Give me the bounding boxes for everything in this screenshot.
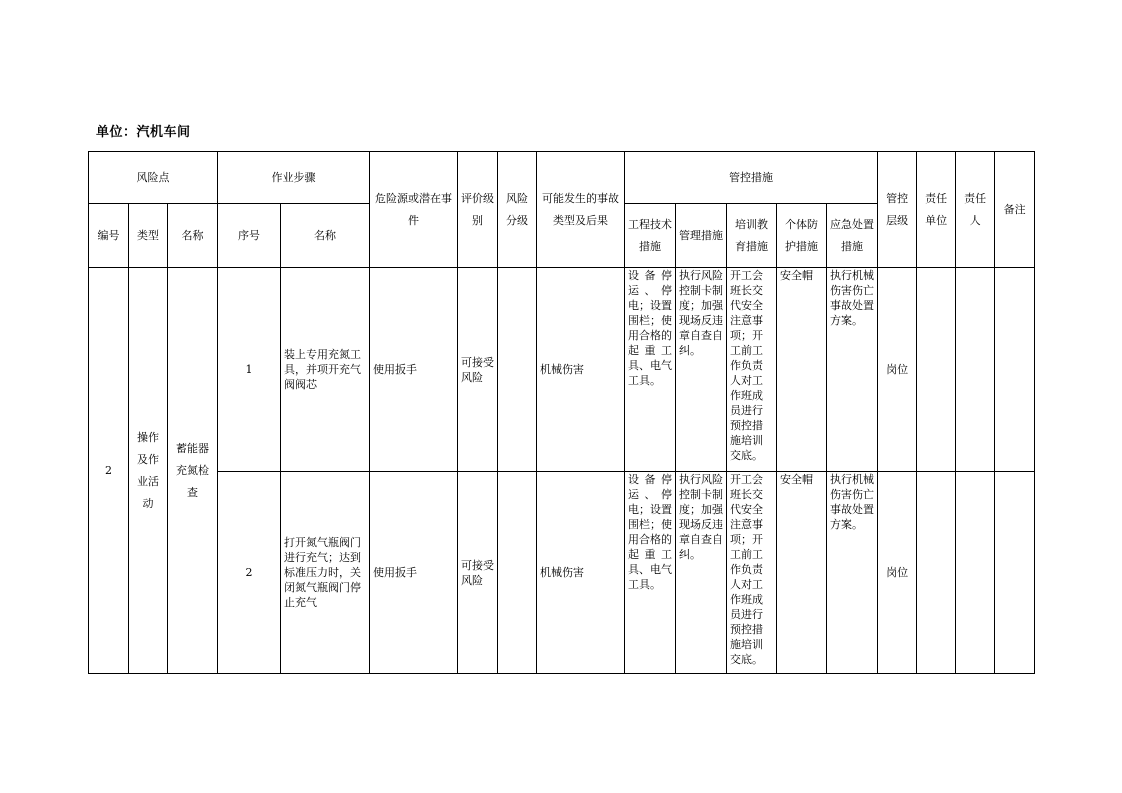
row-training: 开工会班长交代安全注意事项；开工前工作负责人对工作班成员进行预控措施培训交底。 — [727, 472, 777, 674]
group-type: 操作及作业活动 — [129, 268, 168, 674]
header-hazard: 危险源或潜在事件 — [370, 152, 458, 268]
header-row-1 — [89, 152, 1035, 204]
row-remark — [995, 268, 1035, 472]
header-risk-point: 风险点 — [89, 152, 218, 204]
row-seq: 1 — [218, 268, 281, 472]
row-seq: 2 — [218, 472, 281, 674]
row-management: 执行风险控制卡制度；加强现场反违章自查自纠。 — [676, 472, 727, 674]
header-seq: 序号 — [218, 204, 281, 268]
header-training: 培训教育措施 — [727, 204, 777, 268]
header-remarks: 备注 — [995, 152, 1035, 268]
row-step: 打开氮气瓶阀门进行充气；达到标准压力时，关闭氮气瓶阀门停止充气 — [281, 472, 370, 674]
table-row — [89, 472, 1035, 674]
row-control-level: 岗位 — [878, 268, 917, 472]
header-eval-level: 评价级别 — [458, 152, 498, 268]
header-name: 名称 — [168, 204, 218, 268]
row-risk-grade — [498, 472, 537, 674]
header-risk-grade: 风险分级 — [498, 152, 537, 268]
row-step: 装上专用充氮工具，并项开充气阀阀芯 — [281, 268, 370, 472]
header-type: 类型 — [129, 204, 168, 268]
row-resp-unit — [917, 268, 956, 472]
header-control-measures: 管控措施 — [625, 152, 878, 204]
unit-label: 单位：汽机车间 — [96, 125, 191, 140]
row-resp-person — [956, 268, 995, 472]
header-eng-tech: 工程技术措施 — [625, 204, 676, 268]
row-eval: 可接受风险 — [458, 472, 498, 674]
row-accident: 机械伤害 — [537, 268, 625, 472]
row-control-level: 岗位 — [878, 472, 917, 674]
header-possible-accident: 可能发生的事故类型及后果 — [537, 152, 625, 268]
row-ppe: 安全帽 — [777, 472, 827, 674]
group-name: 蓄能器充氮检查 — [168, 268, 218, 674]
header-step-name: 名称 — [281, 204, 370, 268]
row-management: 执行风险控制卡制度；加强现场反违章自查自纠。 — [676, 268, 727, 472]
header-no: 编号 — [89, 204, 129, 268]
header-control-level: 管控层级 — [878, 152, 917, 268]
header-work-steps: 作业步骤 — [218, 152, 370, 204]
row-hazard: 使用扳手 — [370, 472, 458, 674]
header-resp-person: 责任人 — [956, 152, 995, 268]
risk-control-table — [88, 151, 1035, 674]
row-hazard: 使用扳手 — [370, 268, 458, 472]
row-eng-tech: 设备停运、停电；设置围栏；使用合格的起重工具、电气工具。 — [625, 472, 676, 674]
row-emergency: 执行机械伤害伤亡事故处置方案。 — [827, 472, 878, 674]
header-ppe: 个体防护措施 — [777, 204, 827, 268]
header-resp-unit: 责任单位 — [917, 152, 956, 268]
row-ppe: 安全帽 — [777, 268, 827, 472]
row-resp-person — [956, 472, 995, 674]
row-risk-grade — [498, 268, 537, 472]
row-training: 开工会班长交代安全注意事项；开工前工作负责人对工作班成员进行预控措施培训交底。 — [727, 268, 777, 472]
row-resp-unit — [917, 472, 956, 674]
row-accident: 机械伤害 — [537, 472, 625, 674]
row-eval: 可接受风险 — [458, 268, 498, 472]
table-row — [89, 268, 1035, 472]
group-no: 2 — [89, 268, 129, 674]
row-eng-tech: 设备停运、停电；设置围栏；使用合格的起重工具、电气工具。 — [625, 268, 676, 472]
header-emergency: 应急处置措施 — [827, 204, 878, 268]
header-management: 管理措施 — [676, 204, 727, 268]
row-emergency: 执行机械伤害伤亡事故处置方案。 — [827, 268, 878, 472]
row-remark — [995, 472, 1035, 674]
